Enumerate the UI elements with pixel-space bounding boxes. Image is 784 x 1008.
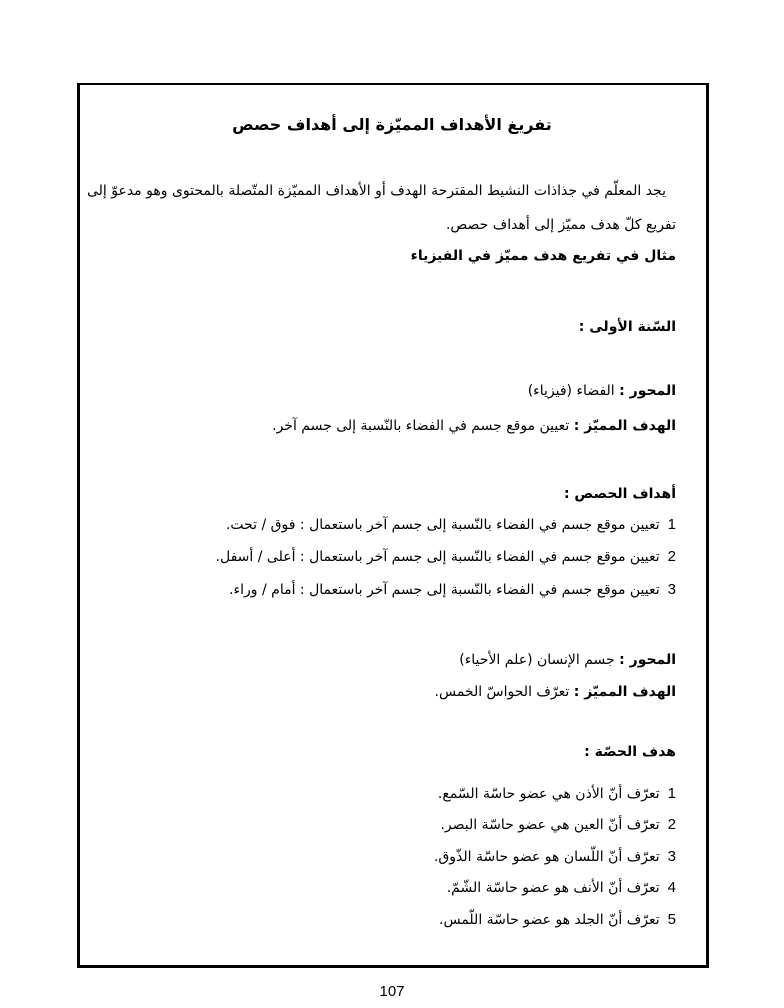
item-text: تعرّف أنّ الجلد هو عضو حاسّة اللّمس. (439, 912, 660, 928)
list-item (229, 580, 676, 600)
intro-line-1: يجد المعلّم في جذاذات النشيط المقترحة الهدف أو الأهداف المميّزة المتّصلة بالمحتوى وهو مدعوّ إلى (86, 183, 666, 199)
item-number: 3 (667, 848, 676, 865)
axis-label: المحور : (619, 383, 676, 399)
item-number: 1 (667, 785, 676, 802)
axis-label: المحور : (619, 652, 676, 668)
item-text: تعيين موقع جسم في الفضاء بالنّسبة إلى جسم آخر باستعمال : فوق / تحت. (225, 517, 660, 533)
goal-label: الهدف المميّز : (573, 418, 676, 434)
list-item (434, 847, 676, 867)
item-number: 3 (667, 581, 676, 598)
item-number: 1 (667, 516, 676, 533)
item-text: تعرّف أنّ العين هي عضو حاسّة البصر. (440, 817, 660, 833)
item-number: 4 (667, 879, 676, 896)
axis-value: جسم الإنسان (علم الأحياء) (459, 652, 615, 668)
intro-line-2: تفريع كلّ هدف مميّز إلى أهداف حصص. (445, 217, 676, 233)
item-text: تعيين موقع جسم في الفضاء بالنّسبة إلى جسم آخر باستعمال : أعلى / أسفل. (215, 549, 660, 565)
list-item (438, 784, 676, 804)
item-number: 2 (667, 816, 676, 833)
section2-goal (435, 682, 676, 702)
list-item (440, 815, 676, 835)
list-item (439, 910, 676, 930)
list-item (216, 547, 676, 567)
list-item (226, 515, 676, 535)
section2-axis (459, 650, 676, 670)
item-number: 2 (667, 548, 676, 565)
section1-goal (272, 416, 676, 436)
example-heading: مثال في تفريع هدف مميّز في الفيزياء (410, 248, 676, 264)
page-number: 107 (379, 983, 405, 1000)
year-heading: السّنة الأولى : (578, 319, 676, 335)
section1-axis (528, 381, 676, 401)
goal-label: الهدف المميّز : (573, 684, 676, 700)
section1-subheading: أهداف الحصص : (563, 486, 676, 502)
goal-value: تعيين موقع جسم في الفضاء بالنّسبة إلى جسم آخر. (272, 418, 570, 434)
list-item (447, 878, 676, 898)
item-text: تعرّف أنّ الأنف هو عضو حاسّة الشّمّ. (446, 880, 660, 896)
item-text: تعرّف أنّ الأذن هي عضو حاسّة السّمع. (437, 786, 660, 802)
page-title: تفريغ الأهداف المميّزة إلى أهداف حصص (232, 115, 552, 134)
item-number: 5 (667, 911, 676, 928)
axis-value: الفضاء (فيزياء) (527, 383, 615, 399)
item-text: تعيين موقع جسم في الفضاء بالنّسبة إلى جسم آخر باستعمال : أمام / وراء. (229, 582, 660, 598)
section2-subheading: هدف الحصّة : (584, 744, 676, 760)
item-text: تعرّف أنّ اللّسان هو عضو حاسّة الذّوق. (433, 849, 660, 865)
goal-value: تعرّف الحواسّ الخمس. (434, 684, 570, 700)
